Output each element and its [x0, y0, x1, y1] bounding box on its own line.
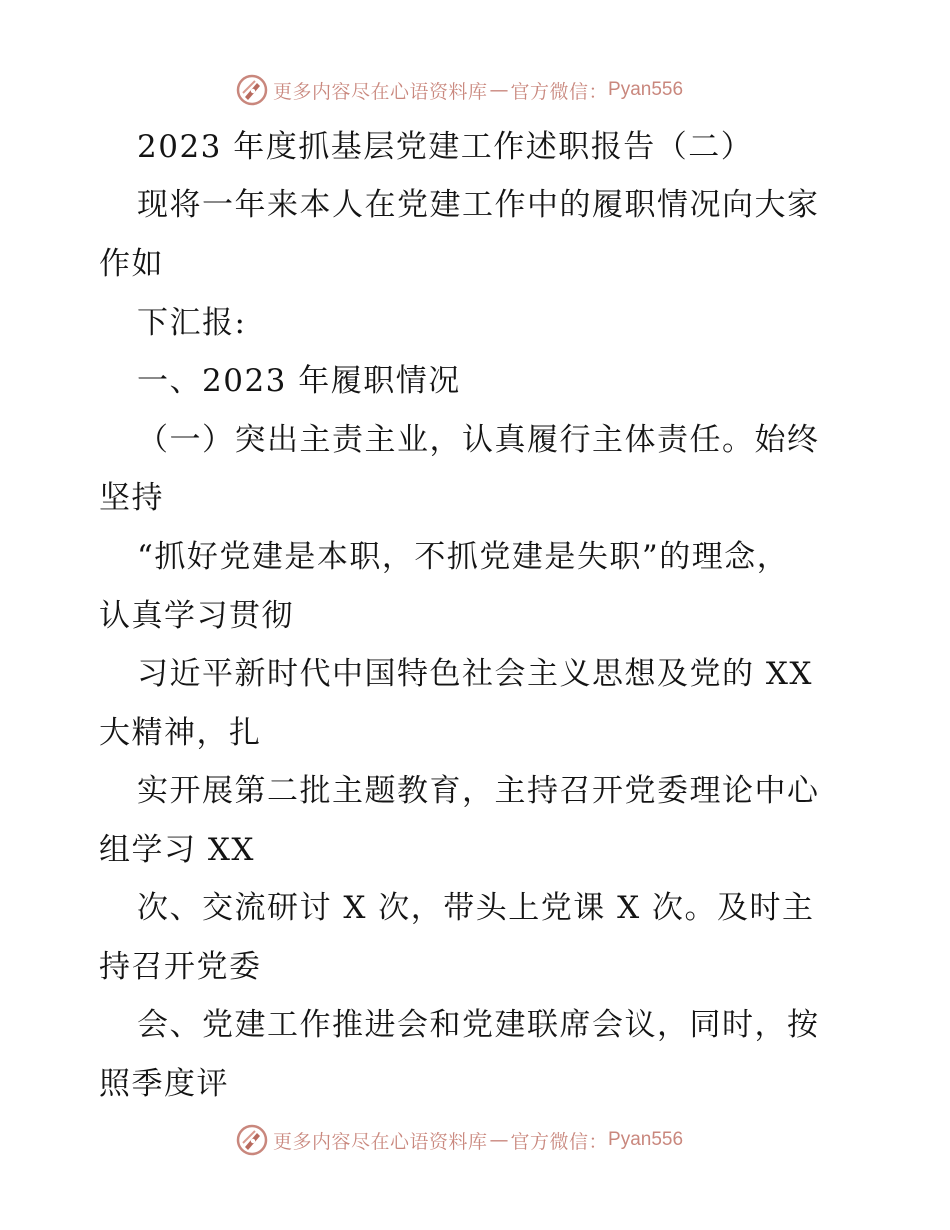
paragraph-line: 会、党建工作推进会和党建联席会议，同时，按 — [137, 1007, 820, 1043]
watermark-dash: — — [489, 79, 509, 101]
paragraph-line: “抓好党建是本职，不抓党建是失职”的理念， — [137, 539, 790, 575]
paragraph-line: 现将一年来本人在党建工作中的履职情况向大家 — [137, 187, 820, 223]
watermark-text: 更多内容尽在心语资料库 — [273, 1130, 488, 1153]
paragraph-line: 认真学习贯彻 — [99, 598, 294, 634]
paragraph-line: 习近平新时代中国特色社会主义思想及党的 XX — [137, 656, 813, 692]
paragraph-line: 实开展第二批主题教育，主持召开党委理论中心 — [137, 773, 820, 809]
paragraph-line: 照季度评 — [99, 1066, 229, 1102]
paragraph-line: （一）突出主责主业，认真履行主体责任。始终 — [137, 422, 820, 458]
footer-watermark — [235, 1123, 683, 1157]
pen-nib-logo-icon — [235, 73, 269, 107]
header-watermark — [235, 73, 683, 107]
watermark-text: 更多内容尽在心语资料库 — [273, 80, 488, 103]
paragraph-line: 坚持 — [99, 480, 164, 516]
section-heading: 一、2023 年履职情况 — [137, 363, 461, 399]
watermark-id: Pyan556 — [608, 1129, 684, 1150]
document-title: 2023 年度抓基层党建工作述职报告（二） — [137, 129, 754, 165]
pen-nib-logo-icon — [235, 1123, 269, 1157]
paragraph-line: 大精神，扎 — [99, 715, 262, 751]
paragraph-line: 下汇报: — [137, 305, 247, 341]
watermark-contact: 官方微信： — [510, 80, 609, 103]
paragraph-line: 作如 — [99, 246, 164, 282]
paragraph-line: 持召开党委 — [99, 949, 262, 985]
paragraph-line: 组学习 XX — [99, 832, 255, 868]
watermark-contact: 官方微信： — [510, 1130, 609, 1153]
watermark-dash: — — [489, 1129, 509, 1151]
watermark-id: Pyan556 — [608, 79, 684, 100]
paragraph-line: 次、交流研讨 X 次，带头上党课 X 次。及时主 — [137, 890, 815, 926]
